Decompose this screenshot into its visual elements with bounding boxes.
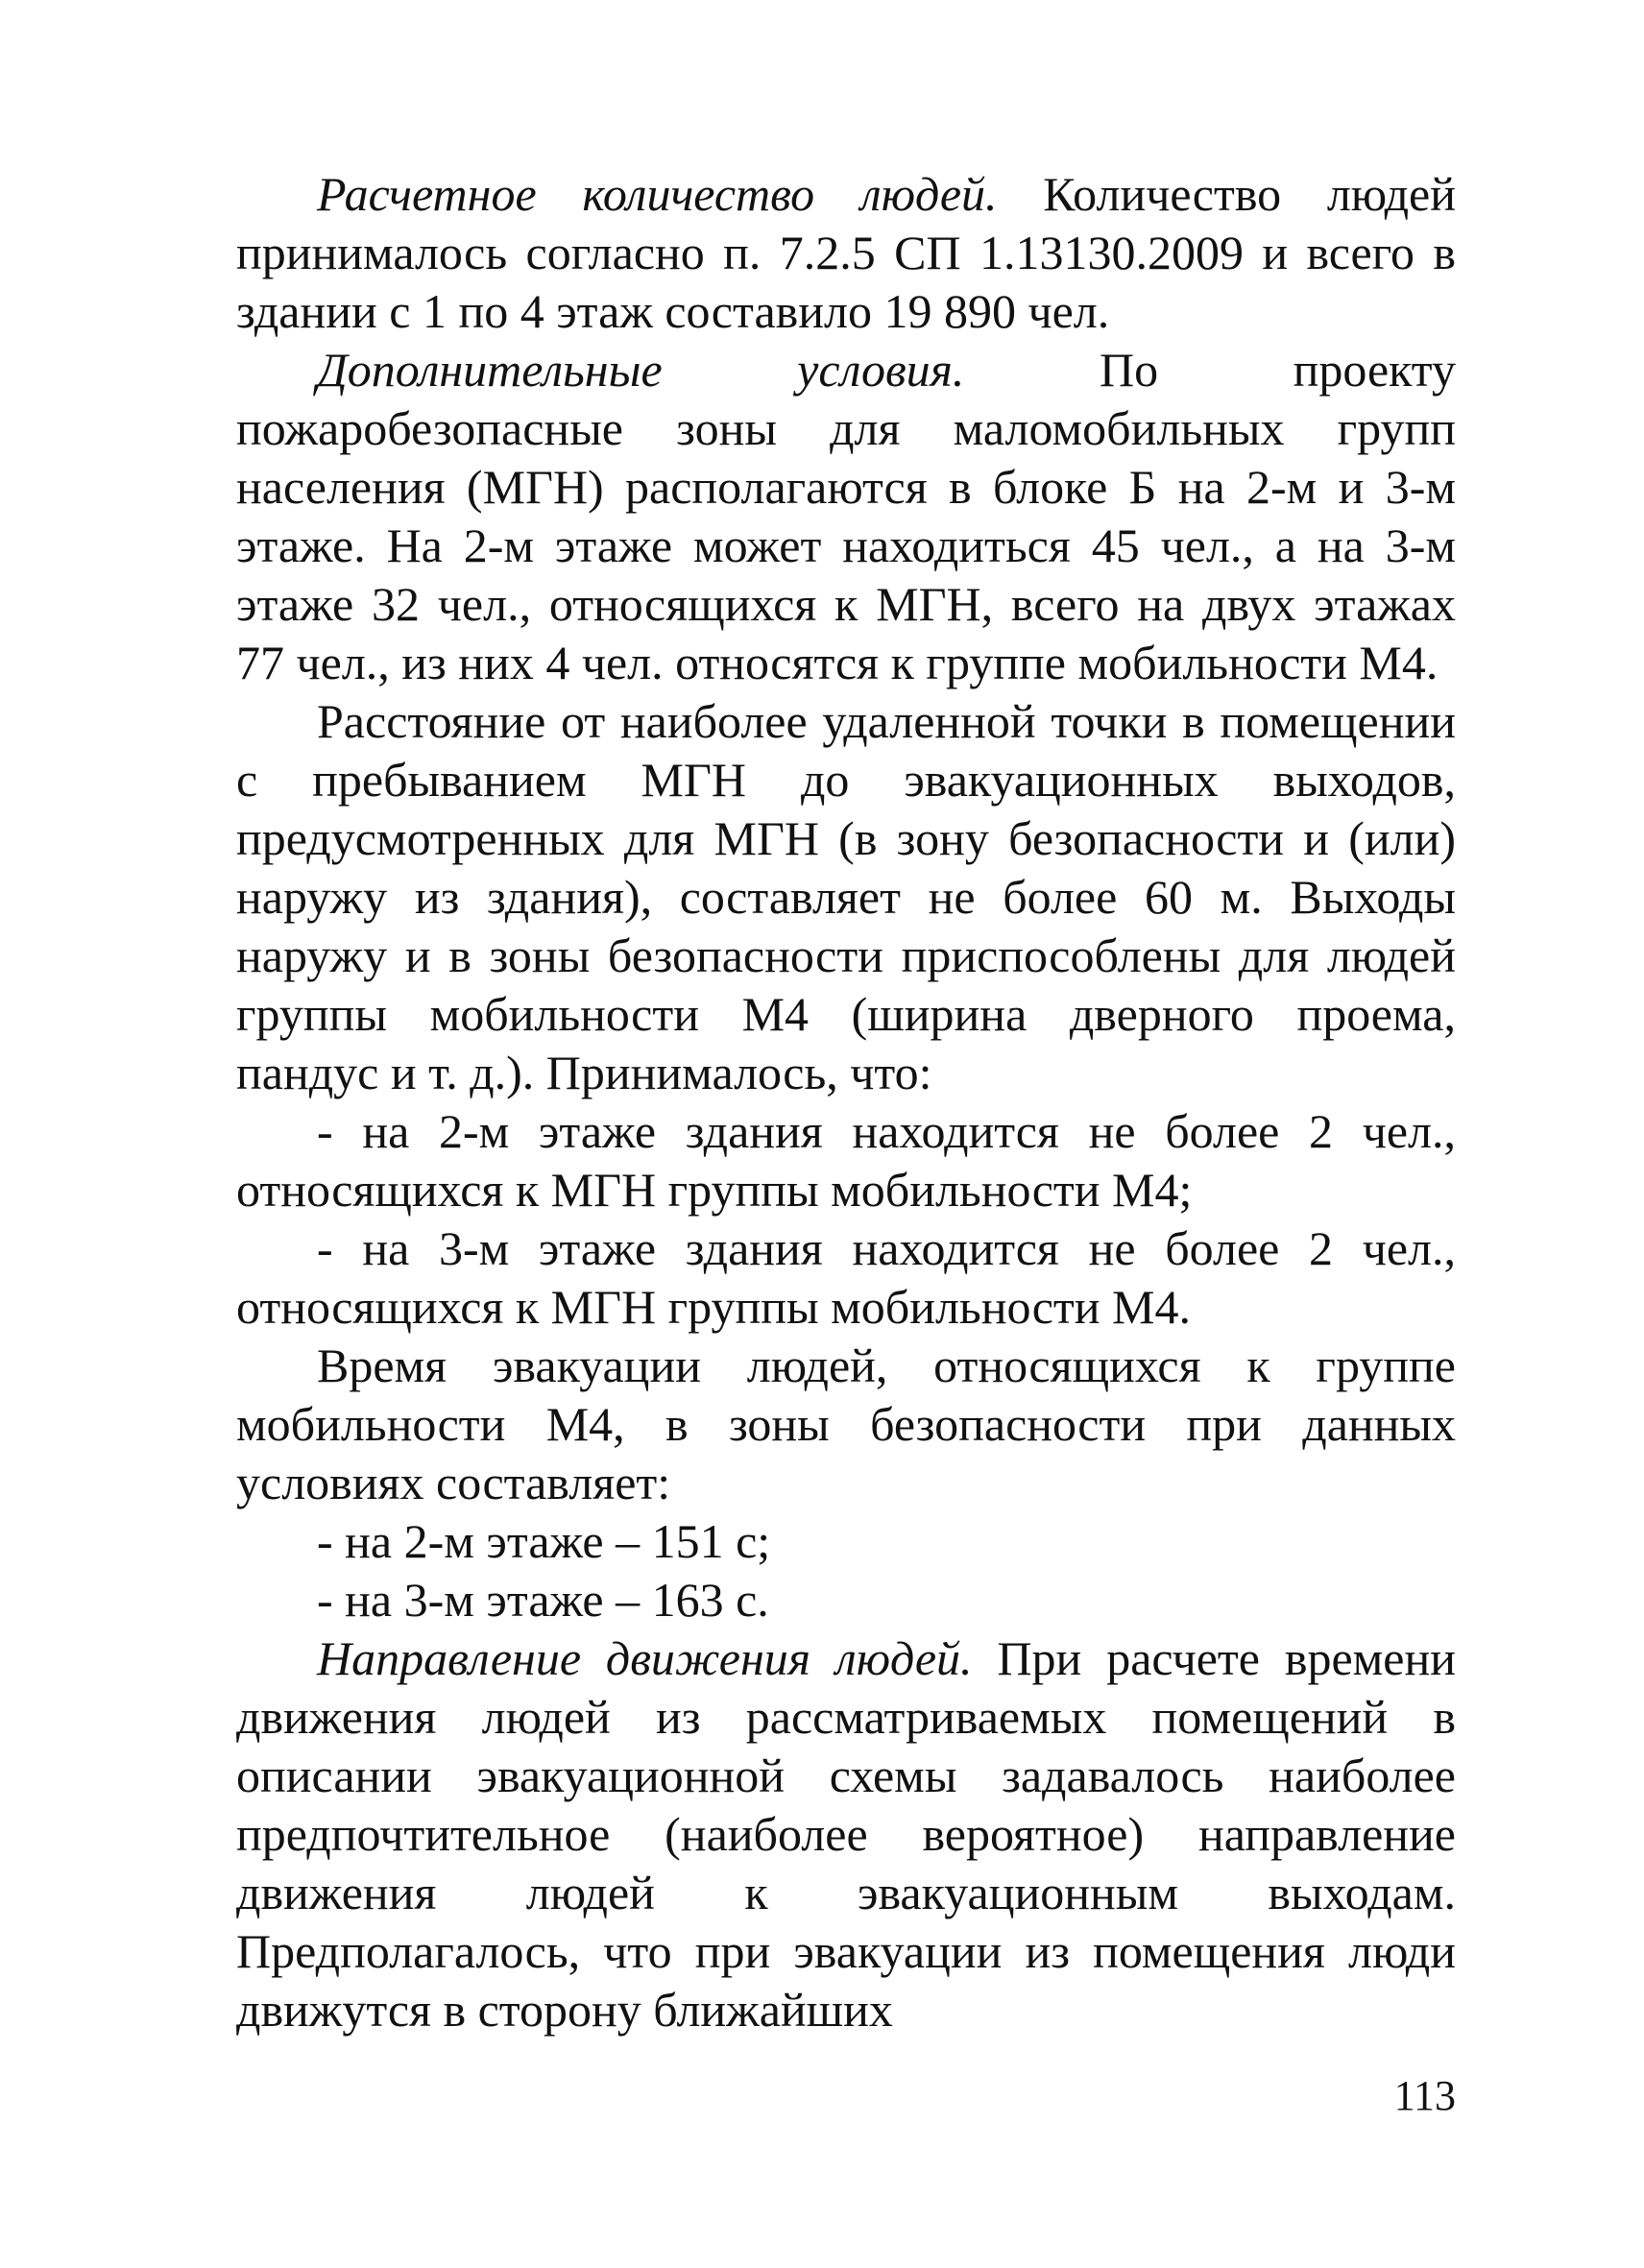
- paragraph-text: По проекту пожаробезопасные зоны для маломобильных групп населения (МГН) располагаются в блоке Б на 2-м и 3-м этаже. На 2-м этаже может находиться 45 чел., а на 3-м этаже 32 чел., относящихся к МГН, всего на двух этажах 77 чел., из них 4 чел. относятся к группе мобильности М4.: [236, 343, 1457, 689]
- paragraph-evacuation-time: Время эвакуации людей, относящихся к группе мобильности М4, в зоны безопасности при данных условиях составляет:: [236, 1339, 1456, 1509]
- page-number: 113: [1393, 2072, 1456, 2119]
- list-item: - на 3-м этаже здания находится не более 2 чел., относящихся к МГН группы мобильности М4.: [236, 1221, 1456, 1334]
- paragraph-estimated-people: [236, 165, 1456, 341]
- paragraph-additional-conditions: [236, 341, 1456, 692]
- paragraph-text: Количество людей принималось согласно п. 7.2.5 СП 1.13130.2009 и всего в здании с 1 по 4 этаж составило 19 890 чел.: [236, 167, 1456, 338]
- document-page: [236, 165, 1456, 2201]
- paragraph-movement-direction: [236, 1629, 1456, 2039]
- paragraph-distance: [236, 692, 1456, 1102]
- paragraph-lead: Расчетное количество людей.: [317, 167, 998, 221]
- paragraph-lead: Дополнительные условия.: [317, 343, 965, 397]
- list-item: - на 3-м этаже – 163 с.: [317, 1573, 769, 1627]
- paragraph-lead: Направление движения людей.: [317, 1631, 973, 1685]
- list-item: - на 2-м этаже – 151 с;: [317, 1514, 771, 1568]
- paragraph-text: Расстояние от наиболее удаленной точки в помещении с пребыванием МГН до эвакуационных выходов, предусмотренных для МГН (в зону безопасности и (или) наружу из здания), составляет не более 60 м. Выходы наружу и в зоны безопасности приспособлены для людей группы мобильности М4 (ширина дверного проема, пандус и т. д.). Принималось, что:: [236, 694, 1456, 1099]
- paragraph-text: При расчете времени движения людей из рассматриваемых помещений в описании эвакуационной схемы задавалось наиболее предпочтительное (наиболее вероятное) направление движения людей к эвакуационным выходам. Предполагалось, что при эвакуации из помещения люди движутся в сторону ближайших: [236, 1631, 1456, 2037]
- list-item: - на 2-м этаже здания находится не более 2 чел., относящихся к МГН группы мобильности М4;: [236, 1104, 1456, 1217]
